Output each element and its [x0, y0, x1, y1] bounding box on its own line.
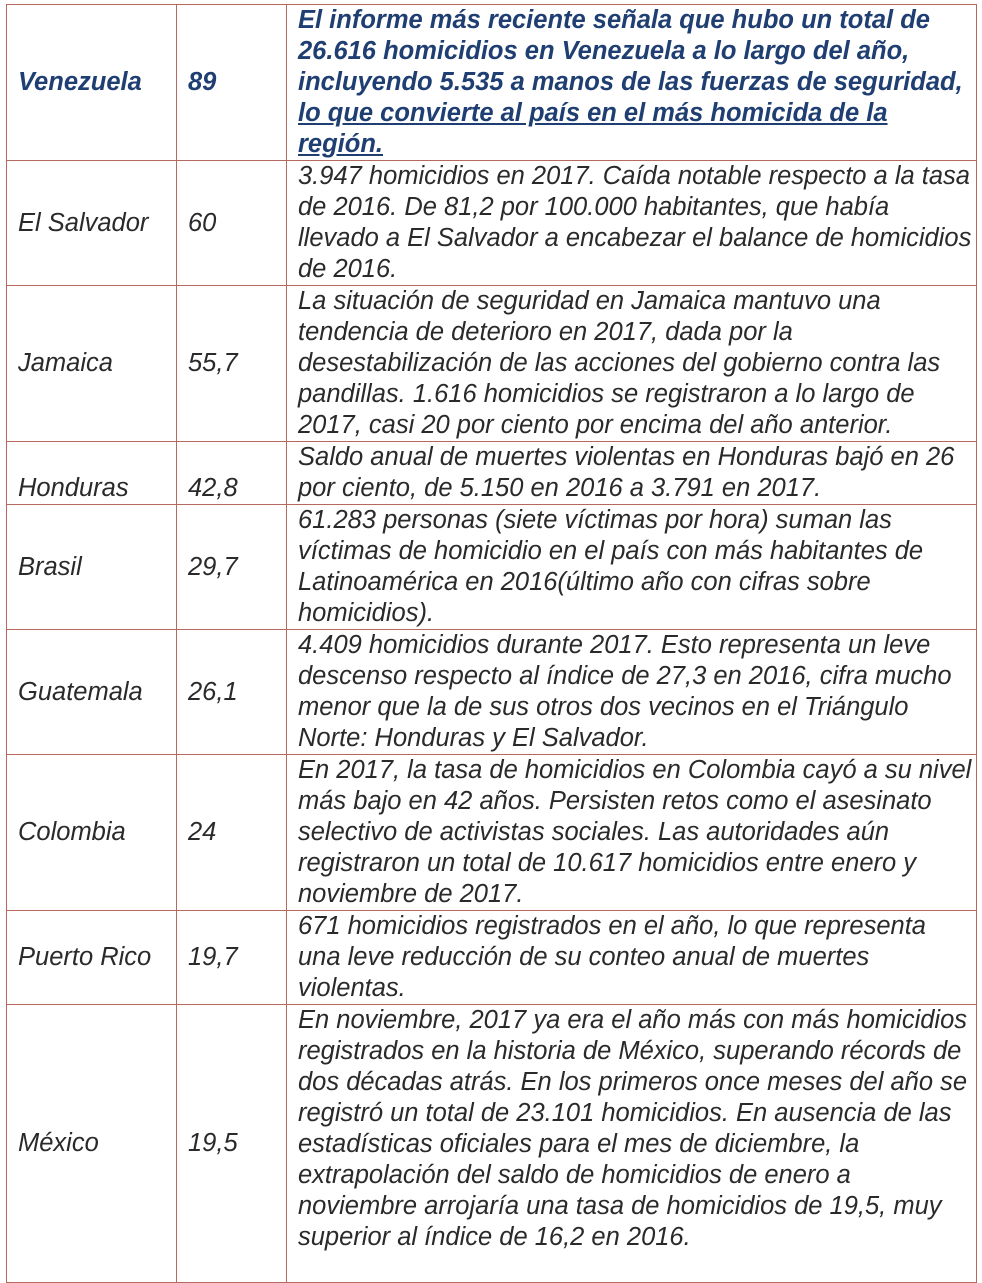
rate-cell: 60	[177, 161, 287, 286]
table-row-guatemala	[7, 630, 977, 755]
description-cell: Saldo anual de muertes violentas en Honduras bajó en 26 por ciento, de 5.150 en 2016 a 3.791 en 2017.	[287, 442, 977, 505]
rate-cell: 26,1	[177, 630, 287, 755]
rate-cell: 24	[177, 755, 287, 911]
country-cell: Brasil	[7, 505, 177, 630]
rate-cell: 42,8	[177, 442, 287, 505]
table-row-puerto-rico	[7, 911, 977, 1005]
country-cell: Puerto Rico	[7, 911, 177, 1005]
rate-cell: 29,7	[177, 505, 287, 630]
country-cell: Honduras	[7, 442, 177, 505]
table-row-colombia	[7, 755, 977, 911]
country-cell: México	[7, 1005, 177, 1283]
table-row-brasil	[7, 505, 977, 630]
table-row-el-salvador	[7, 161, 977, 286]
description-cell: En noviembre, 2017 ya era el año más con más homicidios registrados en la historia de México, superando récords de dos décadas atrás. En los primeros once meses del año se registró un total de 23.101 homicidios. En ausencia de las estadísticas oficiales para el mes de diciembre, la extrapolación del saldo de homicidios de enero a noviembre arrojaría una tasa de homicidios de 19,5, muy superior al índice de 16,2 en 2016.	[287, 1005, 977, 1283]
description-cell: 671 homicidios registrados en el año, lo que representa una leve reducción de su conteo anual de muertes violentas.	[287, 911, 977, 1005]
table-row-mexico	[7, 1005, 977, 1283]
country-cell: Guatemala	[7, 630, 177, 755]
table-row-jamaica	[7, 286, 977, 442]
description-cell: 61.283 personas (siete víctimas por hora) suman las víctimas de homicidio en el país con más habitantes de Latinoamérica en 2016(último año con cifras sobre homicidios).	[287, 505, 977, 630]
description-cell: En 2017, la tasa de homicidios en Colombia cayó a su nivel más bajo en 42 años. Persisten retos como el asesinato selectivo de activistas sociales. Las autoridades aún registraron un total de 10.617 homicidios entre enero y noviembre de 2017.	[287, 755, 977, 911]
description-cell: 3.947 homicidios en 2017. Caída notable respecto a la tasa de 2016. De 81,2 por 100.000 habitantes, que había llevado a El Salvador a encabezar el balance de homicidios de 2016.	[287, 161, 977, 286]
country-cell: El Salvador	[7, 161, 177, 286]
table-row-honduras	[7, 442, 977, 505]
rate-cell: 89	[177, 5, 287, 161]
country-cell: Venezuela	[7, 5, 177, 161]
rate-cell: 55,7	[177, 286, 287, 442]
description-cell: La situación de seguridad en Jamaica mantuvo una tendencia de deterioro en 2017, dada por la desestabilización de las acciones del gobierno contra las pandillas. 1.616 homicidios se registraron a lo largo de 2017, casi 20 por ciento por encima del año anterior.	[287, 286, 977, 442]
description-cell: 4.409 homicidios durante 2017. Esto representa un leve descenso respecto al índice de 27,3 en 2016, cifra mucho menor que la de sus otros dos vecinos en el Triángulo Norte: Honduras y El Salvador.	[287, 630, 977, 755]
country-cell: Colombia	[7, 755, 177, 911]
rate-cell: 19,5	[177, 1005, 287, 1283]
country-cell: Jamaica	[7, 286, 177, 442]
table-row-venezuela	[7, 5, 977, 161]
rate-cell: 19,7	[177, 911, 287, 1005]
description-text: El informe más reciente señala que hubo un total de 26.616 homicidios en Venezuela a lo largo del año, incluyendo 5.535 a manos de las fuerzas de seguridad,	[298, 6, 963, 96]
homicide-rate-table	[6, 4, 977, 1283]
description-underlined-text: lo que convierte al país en el más homicida de la región.	[298, 99, 888, 158]
description-cell	[287, 5, 977, 161]
